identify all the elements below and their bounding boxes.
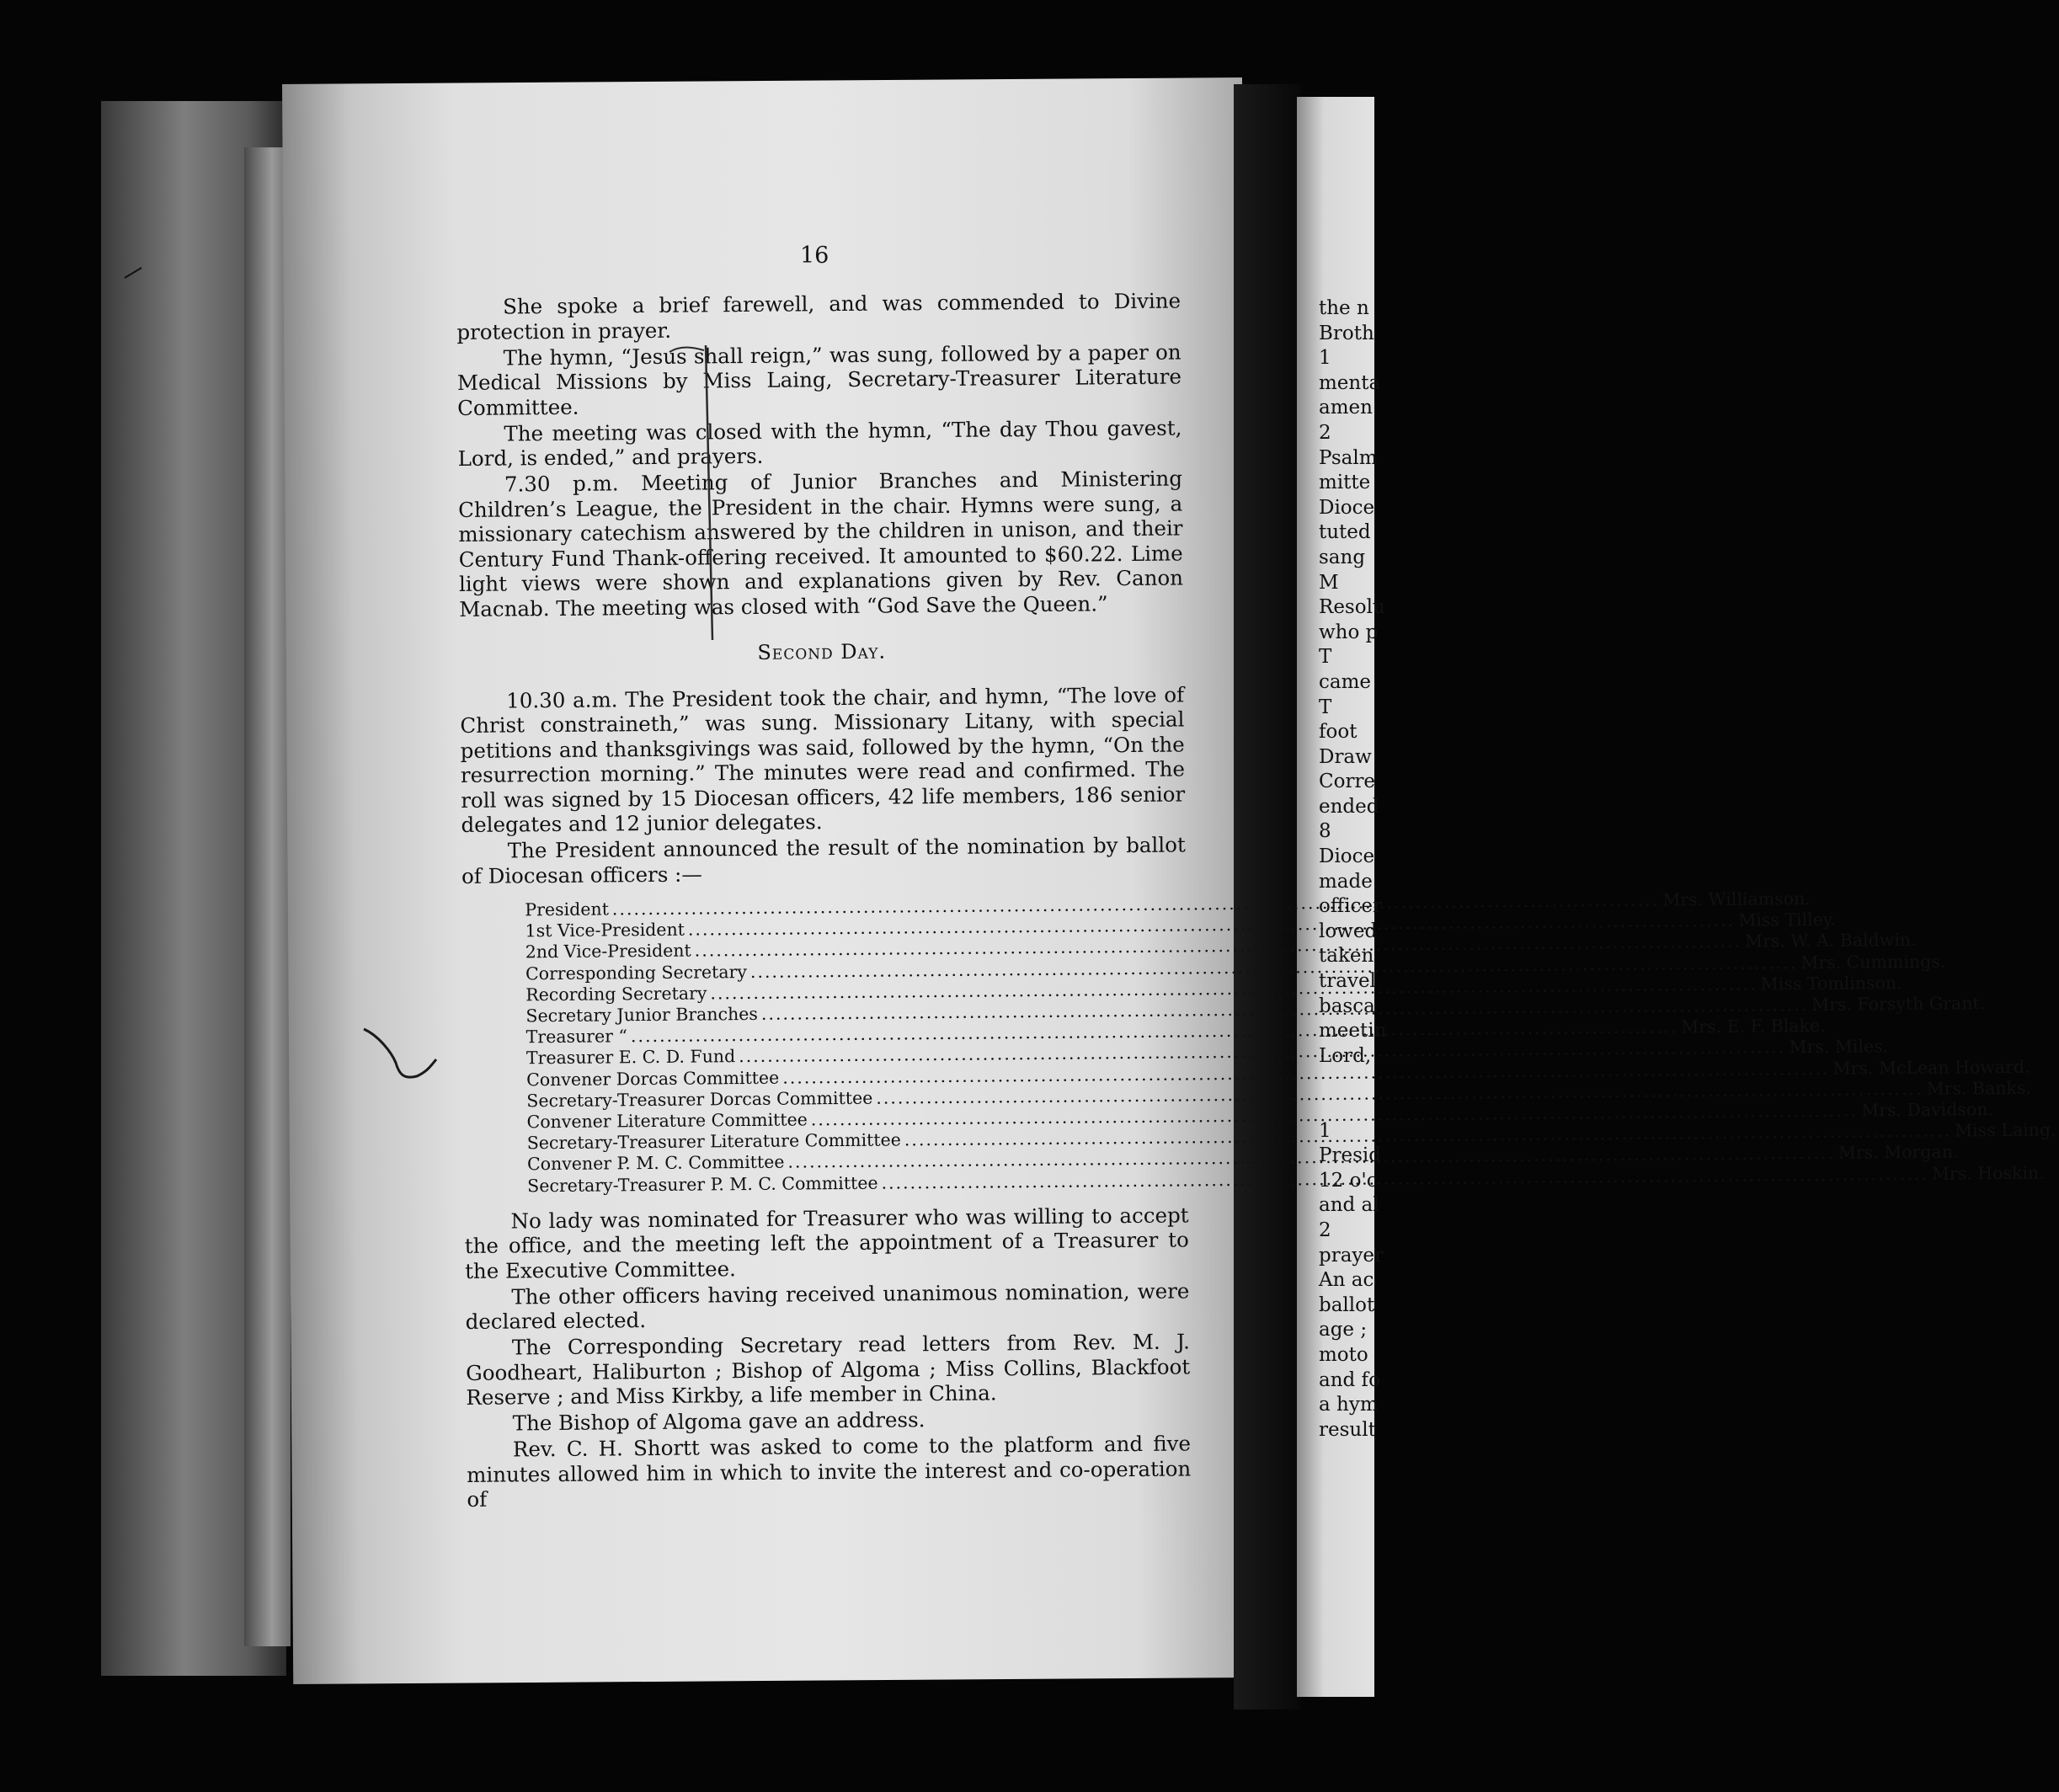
fragment-line: Resolu (1319, 596, 1385, 619)
officer-name: Mrs. Morgan. (1838, 1141, 1959, 1164)
fragment-line: lowed (1319, 920, 1378, 942)
officer-role: Secretary-Treasurer P. M. C. Committee (527, 1172, 878, 1196)
officer-name: Miss Laing. (1955, 1119, 2056, 1141)
margin-tick (125, 268, 141, 278)
officer-name: Mrs. W. A. Baldwin. (1744, 930, 1917, 952)
fragment-line: prayer (1319, 1244, 1384, 1267)
fragment-line: Corre (1319, 771, 1376, 793)
officer-name: Mrs. Forsyth Grant. (1811, 993, 1986, 1016)
fragment-line: An ac (1319, 1269, 1374, 1292)
officer-role: Convener Literature Committee (526, 1109, 808, 1133)
fragment-line: basca (1319, 995, 1375, 1017)
officer-name: Mrs. E. F. Blake. (1681, 1016, 1826, 1037)
fragment-line: 2 (1319, 1219, 1331, 1241)
officer-role: Convener P. M. C. Committee (526, 1152, 785, 1175)
fragment-line: Psalm (1319, 446, 1378, 469)
fragment-line: officer (1319, 895, 1383, 918)
fragment-line: and al (1319, 1194, 1379, 1217)
fragment-line: Dioce (1319, 496, 1375, 519)
fragment-line: the n (1319, 297, 1369, 319)
fragment-line: a hym (1319, 1394, 1379, 1416)
pencil-mark-vertical (706, 345, 712, 640)
fragment-line: travel (1319, 970, 1376, 993)
fragment-line: T (1319, 646, 1332, 669)
officer-role: President (525, 899, 609, 920)
fragment-line: 1 (1319, 1119, 1331, 1142)
paragraph: No lady was nominated for Treasurer who was willing to accept the office, and the meeting left the appointment of a Treasurer to the Executive Committee. (464, 1203, 1189, 1283)
officer-name: Mrs. Davidson. (1861, 1099, 1994, 1121)
paragraph: Rev. C. H. Shortt was asked to come to the platform and five minutes allowed him in which to invite the interest and co-operation of (467, 1431, 1192, 1512)
fragment-line: mitte (1319, 472, 1371, 494)
section-heading: Second Day. (757, 639, 887, 664)
paragraph: She spoke a brief farewell, and was commended to Divine protection in prayer. (456, 288, 1182, 344)
officer-role: 1st Vice-President (525, 919, 685, 941)
fragment-line: Presid (1319, 1144, 1381, 1167)
officer-name: Miss Tomlinson. (1760, 972, 1902, 995)
officer-name: Miss Tilley. (1738, 909, 1837, 931)
pen-squiggle (364, 1029, 436, 1077)
fragment-line: came (1319, 670, 1372, 693)
officer-role: Secretary Junior Branches (525, 1003, 758, 1027)
paragraph: The Corresponding Secretary read letters from Rev. M. J. Goodheart, Haliburton ; Bishop of Algoma ; Miss Collins, Blackfoot Reserve ; and Miss Kirkby, a life member in China. (466, 1329, 1191, 1411)
fragment-line: moto (1319, 1343, 1368, 1366)
officer-name: Mrs. Miles. (1789, 1036, 1889, 1058)
fragment-line: Broth (1319, 322, 1374, 344)
officer-name: Mrs. Hoskin. (1931, 1162, 2045, 1184)
fragment-line: T (1319, 696, 1332, 718)
fragment-line: age ; (1319, 1319, 1368, 1341)
fragment-line: 1 (1319, 347, 1331, 370)
fragment-line: 2 (1319, 421, 1331, 444)
fragment-line: menta (1319, 371, 1381, 394)
officer-role: Secretary-Treasurer Dorcas Committee (526, 1087, 873, 1112)
fragment-line: sang (1319, 546, 1366, 568)
paragraph: The hymn, “Jesus shall reign,” was sung, followed by a paper on Medical Missions by Miss Laing, Secretary-Treasurer Literature Committee. (456, 339, 1182, 420)
fragment-line: and fo (1319, 1368, 1380, 1391)
paragraph: 10.30 a.m. The President took the chair, and hymn, “The love of Christ constraineth,” was sung. Missionary Litany, with special petitions and thanksgivings was said, followed by the hymn, “On the resurrection morning.” The minutes were read and confirmed. The roll was signed by 15 Diocesan officers, 42 life members, 186 senior delegates and 12 junior delegates. (460, 681, 1186, 837)
fragment-line: result (1319, 1418, 1376, 1441)
paragraph: The other officers having received unanimous nomination, were declared elected. (465, 1278, 1190, 1335)
officer-name: Mrs. Banks. (1926, 1077, 2032, 1099)
fragment-line: ended (1319, 795, 1379, 818)
fragment-line: meetin (1319, 1020, 1387, 1043)
fragment-line: who p (1319, 621, 1379, 643)
officer-role: Corresponding Secretary (525, 961, 748, 984)
page-number: 16 (800, 243, 829, 269)
fragment-line: tuted (1319, 521, 1371, 544)
paragraph: 7.30 p.m. Meeting of Junior Branches and Ministering Children’s League, the President in the chair. Hymns were sung, a missionary catechism answered by the children in unison, and their Century Fund Thank-offering received. It amounted to $60.22. Lime light views were shown and explanations given by Rev. Canon Macnab. The meeting was closed with “God Save the Queen.” (458, 466, 1184, 621)
paragraph: The meeting was closed with the hymn, “The day Thou gavest, Lord, is ended,” and prayers. (457, 414, 1182, 471)
fragment-line: amen (1319, 397, 1373, 419)
fragment-line: Lord, (1319, 1044, 1372, 1067)
officer-name: Mrs. Williamson. (1662, 888, 1811, 910)
officer-role: 2nd Vice-President (525, 941, 691, 963)
fragment-line: Dioce (1319, 845, 1375, 868)
fragment-line: foot (1319, 721, 1358, 744)
fragment-line: taken (1319, 945, 1374, 968)
officer-role: Treasurer E. C. D. Fund (525, 1046, 736, 1069)
officer-name: Mrs. Cummings. (1800, 951, 1946, 973)
officer-name: Mrs. McLean Howard. (1832, 1056, 2030, 1079)
paragraph: The Bishop of Algoma gave an address. (512, 1407, 925, 1436)
officer-role: Treasurer “ (525, 1026, 628, 1048)
paragraph: The President announced the result of the nomination by ballot of Diocesan officers :— (461, 832, 1186, 888)
fragment-line: ballot (1319, 1293, 1375, 1316)
fragment-line: 12 o'c (1319, 1169, 1378, 1192)
pencil-mark-hook (669, 348, 704, 353)
fragment-line: made (1319, 870, 1373, 893)
fragment-line: 8 (1319, 820, 1331, 843)
officer-role: Recording Secretary (525, 983, 707, 1005)
officer-role: Secretary-Treasurer Literature Committee (526, 1129, 901, 1154)
fragment-line: Draw (1319, 745, 1372, 768)
fragment-line: M (1319, 571, 1339, 594)
officer-role: Convener Dorcas Committee (526, 1067, 780, 1090)
